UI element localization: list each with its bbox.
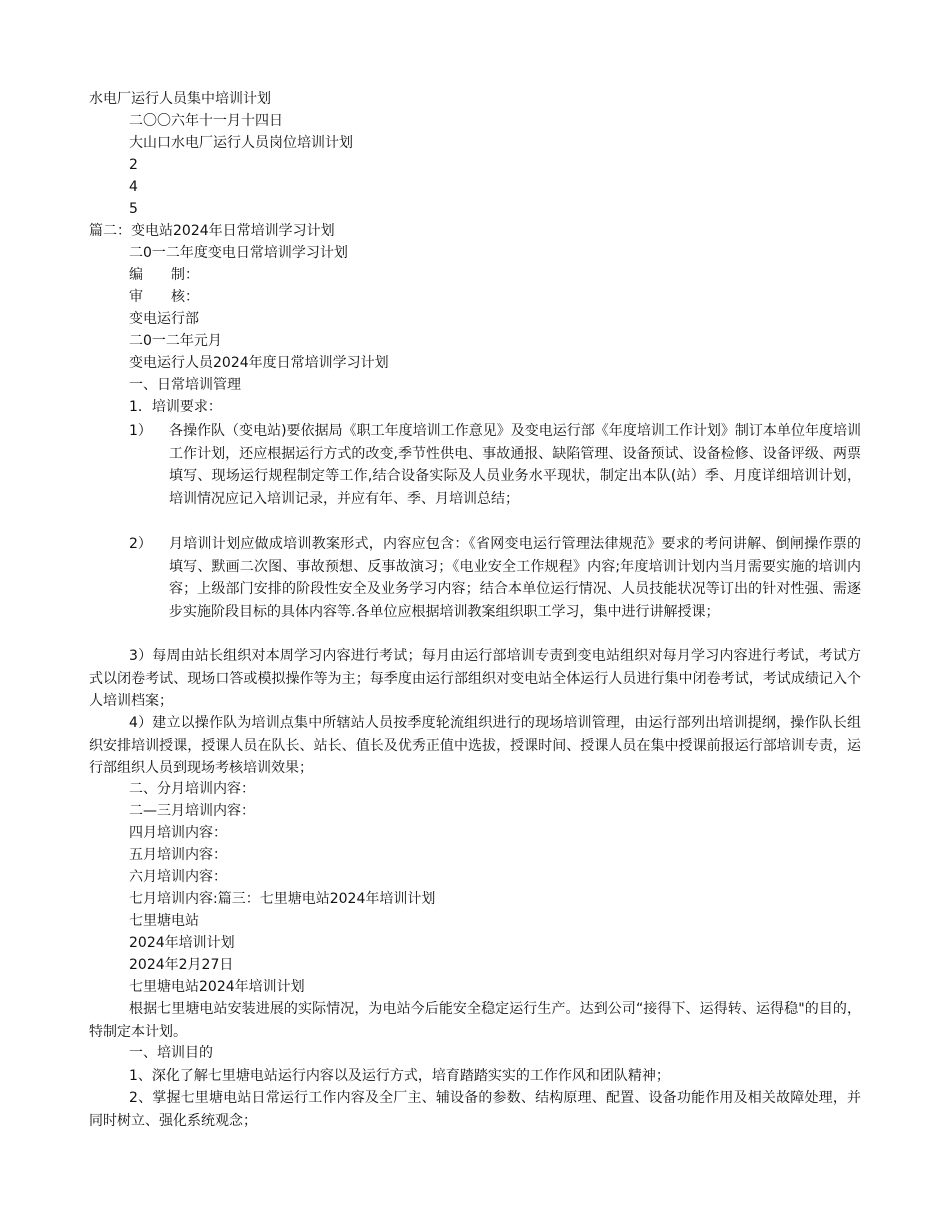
plan-date: 2024年2月27日 (129, 957, 234, 973)
paragraph: 2、掌握七里塘电站日常运行工作内容及全厂主、辅设备的参数、结构原理、配置、设备功能作用及相关故障处理，并同时树立、强化系统观念； (89, 1090, 861, 1129)
list-item-number: 2） (129, 536, 152, 552)
section-heading: 篇二：变电站2024年日常培训学习计划 (89, 223, 335, 239)
reviewer-line: 审 核： (129, 289, 199, 305)
section-title: 二0一二年度变电日常培训学习计划 (129, 245, 348, 261)
paragraph: 根据七里塘电站安装进展的实际情况，为电站今后能安全稳定运行生产。达到公司“接得下、运得转、运得稳"的目的，特制定本计划。 (89, 1001, 861, 1040)
doc-date: 二〇〇六年十一月十四日 (129, 113, 283, 129)
doc-subtitle: 大山口水电厂运行人员岗位培训计划 (129, 135, 353, 151)
month-item: 五月培训内容： (129, 847, 227, 863)
page-number: 5 (129, 201, 138, 217)
subsection-heading: 一、日常培训管理 (129, 377, 241, 393)
page-number: 4 (129, 179, 138, 195)
subsection-heading: 二、分月培训内容： (129, 781, 255, 797)
plan-title: 七里塘电站2024年培训计划 (129, 979, 305, 995)
plan-title: 变电运行人员2024年度日常培训学习计划 (129, 355, 389, 371)
paragraph: 3）每周由站长组织对本周学习内容进行考试；每月由运行部培训专责到变电站组织对每月学习内容进行考试，考试方式以闭卷考试、现场口答或模拟操作等为主；每季度由运行部组织对变电站全体运行人员进行集中闭卷考试，考试成绩记入个人培训档案； (89, 648, 861, 709)
month-item: 六月培训内容： (129, 869, 227, 885)
doc-title: 水电厂运行人员集中培训计划 (89, 91, 271, 107)
department-line: 变电运行部 (129, 311, 199, 327)
station-name: 七里塘电站 (129, 913, 199, 929)
list-item: 月培训计划应做成培训教案形式，内容应包含：《省网变电运行管理法律规范》要求的考问讲解、倒闸操作票的填写、默画二次图、事故预想、反事故演习；《电业安全工作规程》内容;年度培训计划内当月需要实施的培训内容；上级部门安排的阶段性安全及业务学习内容；结合本单位运行情况、人员技能状况等订出的针对性强、需逐步实施阶段目标的具体内容等.各单位应根据培训教案组织职工学习，集中进行讲解授课； (169, 536, 861, 620)
month-item: 二—三月培训内容： (129, 803, 255, 819)
month-item: 七月培训内容:篇三：七里塘电站2024年培训计划 (129, 891, 436, 907)
list-item: 各操作队（变电站)要依据局《职工年度培训工作意见》及变电运行部《年度培训工作计划》制订本单位年度培训工作计划，还应根据运行方式的改变,季节性供电、事故通报、缺陷管理、设备预试、设备检修、设备评级、两票填写、现场运行规程制定等工作,结合设备实际及人员业务水平现状，制定出本队(站）季、月度详细培训计划，培训情况应记入培训记录，并应有年、季、月培训总结； (169, 423, 861, 507)
editor-line: 编 制： (129, 267, 199, 283)
page-number: 2 (129, 157, 138, 173)
month-item: 四月培训内容： (129, 825, 227, 841)
subsection-heading: 一、培训目的 (129, 1045, 213, 1061)
paragraph: 4）建立以操作队为培训点集中所辖站人员按季度轮流组织进行的现场培训管理，由运行部列出培训提纲，操作队长组织安排培训授课，授课人员在队长、站长、值长及优秀正值中选拔，授课时间、授课人员在集中授课前报运行部培训专责，运行部组织人员到现场考核培训效果； (89, 715, 861, 776)
requirements-heading: 1．培训要求： (129, 399, 222, 415)
list-item-number: 1） (129, 423, 152, 439)
date-line: 二0一二年元月 (129, 333, 222, 349)
plan-year-title: 2024年培训计划 (129, 935, 235, 951)
goal-item: 1、深化了解七里塘电站运行内容以及运行方式，培育踏踏实实的工作作风和团队精神； (129, 1068, 670, 1084)
